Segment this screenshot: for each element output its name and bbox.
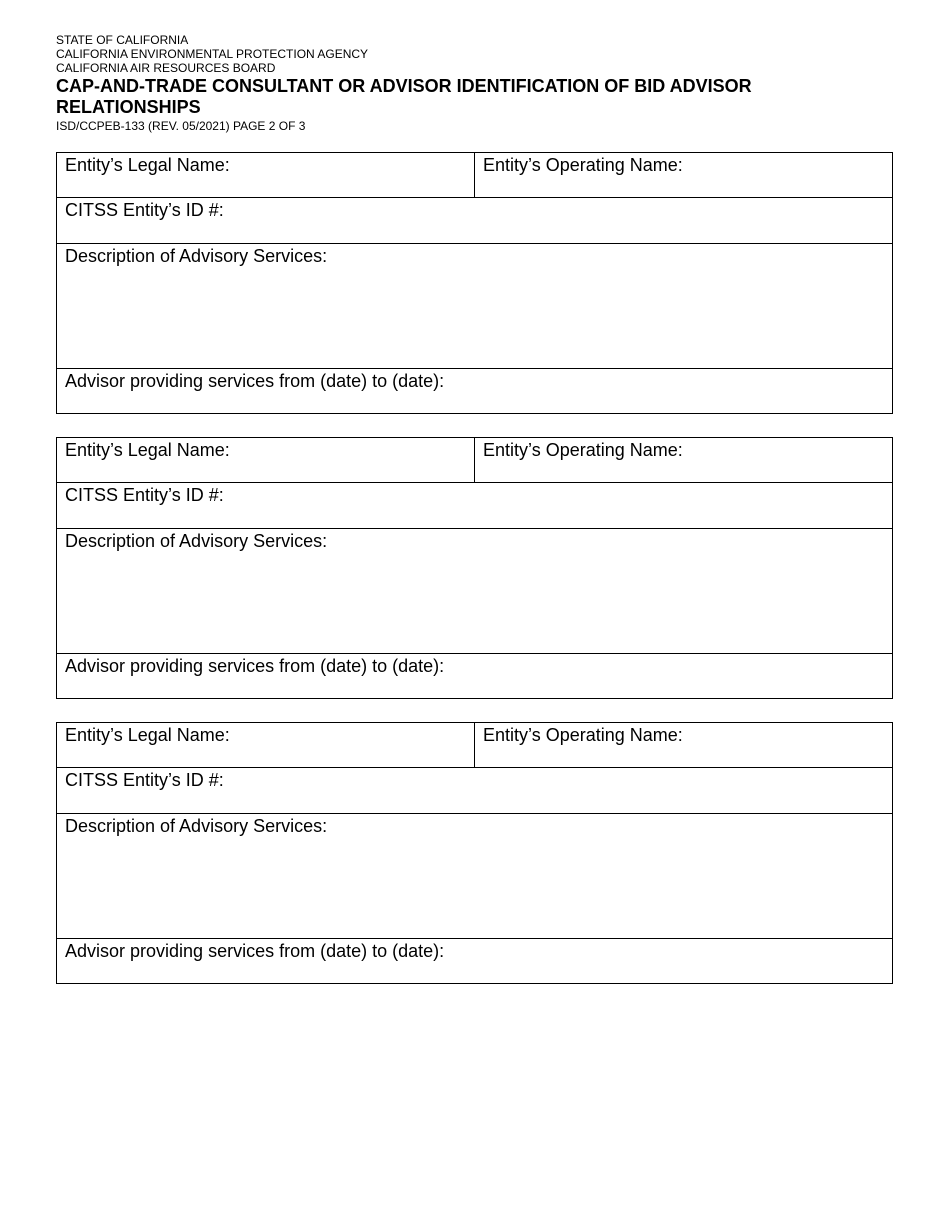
form-title: CAP-AND-TRADE CONSULTANT OR ADVISOR IDENTIFICATION OF BID ADVISOR RELATIONSHIPS: [56, 76, 752, 117]
citss-id-label: CITSS Entity’s ID #:: [65, 200, 224, 220]
operating-name-label: Entity’s Operating Name:: [483, 725, 683, 745]
form-id: ISD/CCPEB-133 (REV. 05/2021) PAGE 2 OF 3: [56, 119, 306, 133]
legal-name-field[interactable]: [57, 153, 475, 197]
description-field[interactable]: [57, 529, 892, 653]
dates-label: Advisor providing services from (date) to (date):: [65, 656, 445, 676]
agency-line-state: STATE OF CALIFORNIA: [56, 33, 189, 47]
citss-id-row: [57, 768, 892, 814]
description-row: [57, 529, 892, 654]
citss-id-label: CITSS Entity’s ID #:: [65, 770, 224, 790]
description-field[interactable]: [57, 814, 892, 938]
description-row: [57, 244, 892, 369]
names-row: [57, 153, 892, 198]
operating-name-label: Entity’s Operating Name:: [483, 440, 683, 460]
entity-block-1: [56, 152, 893, 414]
dates-row: [57, 654, 892, 698]
dates-field[interactable]: [57, 369, 892, 413]
agency-line-carb: CALIFORNIA AIR RESOURCES BOARD: [56, 61, 276, 75]
operating-name-field[interactable]: [475, 723, 892, 767]
entity-block-3: [56, 722, 893, 984]
dates-label: Advisor providing services from (date) to (date):: [65, 941, 445, 961]
description-row: [57, 814, 892, 939]
legal-name-label: Entity’s Legal Name:: [65, 725, 230, 745]
citss-id-label: CITSS Entity’s ID #:: [65, 485, 224, 505]
legal-name-field[interactable]: [57, 438, 475, 482]
dates-row: [57, 939, 892, 983]
citss-id-row: [57, 198, 892, 244]
citss-id-field[interactable]: [57, 198, 892, 243]
citss-id-field[interactable]: [57, 483, 892, 528]
description-field[interactable]: [57, 244, 892, 368]
operating-name-field[interactable]: [475, 153, 892, 197]
names-row: [57, 723, 892, 768]
description-label: Description of Advisory Services:: [65, 246, 328, 266]
description-label: Description of Advisory Services:: [65, 816, 328, 836]
dates-row: [57, 369, 892, 413]
operating-name-field[interactable]: [475, 438, 892, 482]
citss-id-field[interactable]: [57, 768, 892, 813]
legal-name-label: Entity’s Legal Name:: [65, 440, 230, 460]
description-label: Description of Advisory Services:: [65, 531, 328, 551]
dates-field[interactable]: [57, 939, 892, 983]
dates-label: Advisor providing services from (date) to (date):: [65, 371, 445, 391]
citss-id-row: [57, 483, 892, 529]
dates-field[interactable]: [57, 654, 892, 698]
entity-block-2: [56, 437, 893, 699]
legal-name-label: Entity’s Legal Name:: [65, 155, 230, 175]
names-row: [57, 438, 892, 483]
operating-name-label: Entity’s Operating Name:: [483, 155, 683, 175]
form-header: [56, 33, 896, 134]
agency-line-calepa: CALIFORNIA ENVIRONMENTAL PROTECTION AGENCY: [56, 47, 369, 61]
legal-name-field[interactable]: [57, 723, 475, 767]
